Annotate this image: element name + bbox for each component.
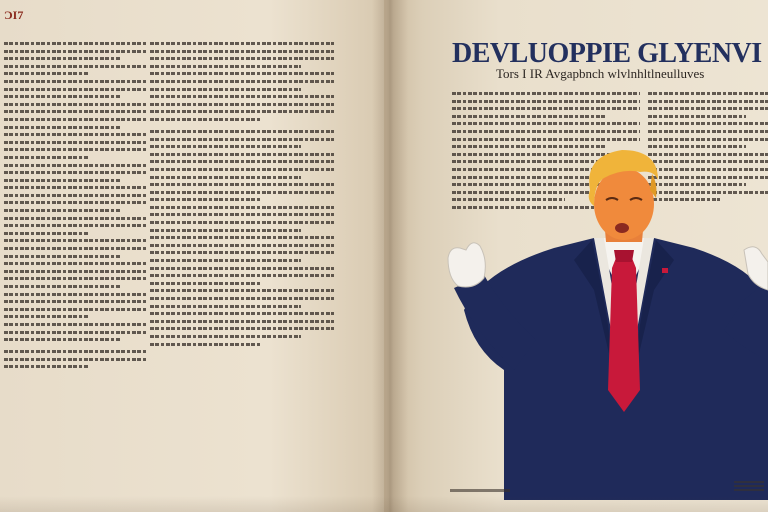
text-line [4, 110, 146, 113]
text-line [4, 194, 146, 197]
flag-pin-icon [662, 268, 668, 273]
text-line [452, 115, 606, 118]
article-subhead: Tors I IR Avgapbnch wlvlnhltlneulluves [496, 66, 705, 81]
text-line [150, 312, 334, 315]
text-line [150, 229, 301, 232]
text-line [4, 358, 146, 361]
text-line [4, 331, 146, 334]
text-line [4, 141, 146, 144]
article-headline: DEVLUOPPIE GLYENVI [452, 38, 762, 69]
text-line [150, 57, 334, 60]
text-line [150, 289, 334, 292]
text-line [4, 315, 89, 318]
politician-illustration [444, 150, 768, 500]
text-line [4, 308, 146, 311]
text-line [648, 107, 768, 110]
text-line [150, 259, 301, 262]
page-bottom-shade [0, 496, 768, 512]
text-line [150, 42, 334, 45]
text-line [4, 103, 146, 106]
book-gutter-shadow [372, 0, 408, 512]
text-line [150, 138, 334, 141]
text-line [4, 270, 146, 273]
text-line [150, 160, 334, 163]
text-line [150, 145, 301, 148]
text-line [452, 138, 640, 141]
text-line [452, 122, 640, 125]
text-line [150, 95, 334, 98]
text-line [4, 42, 146, 45]
text-line [150, 176, 301, 179]
text-line [150, 267, 334, 270]
text-line [4, 247, 146, 250]
text-line [4, 201, 146, 204]
text-line [4, 80, 146, 83]
text-line [150, 320, 334, 323]
text-line [4, 323, 146, 326]
text-line [648, 138, 768, 141]
text-line [4, 232, 89, 235]
text-line [150, 191, 334, 194]
tie-knot [614, 250, 634, 262]
text-line [4, 118, 146, 121]
text-line [4, 285, 120, 288]
left-text-column [4, 42, 146, 373]
text-line [648, 130, 768, 133]
text-line [4, 65, 146, 68]
text-line [4, 217, 146, 220]
text-line [4, 72, 89, 75]
text-line [150, 65, 301, 68]
text-line [648, 92, 768, 95]
text-line [150, 335, 301, 338]
text-line [4, 277, 146, 280]
text-line [4, 300, 146, 303]
text-line [150, 305, 301, 308]
text-line [4, 95, 120, 98]
text-line [4, 88, 146, 91]
left-hand [448, 243, 485, 287]
text-line [150, 198, 260, 201]
open-mouth [615, 223, 629, 233]
text-line [150, 251, 334, 254]
text-line [150, 221, 334, 224]
text-line [452, 130, 640, 133]
text-line [150, 213, 334, 216]
text-line [150, 168, 334, 171]
text-line [4, 179, 120, 182]
page-corner-mark [734, 479, 764, 491]
text-line [4, 224, 146, 227]
text-line [4, 209, 120, 212]
text-line [4, 156, 89, 159]
text-line [4, 171, 146, 174]
text-line [150, 118, 260, 121]
text-line [648, 115, 746, 118]
page-number: ƆI7 [4, 8, 24, 22]
text-line [4, 57, 120, 60]
text-line [4, 148, 146, 151]
text-line [150, 110, 334, 113]
text-line [452, 92, 640, 95]
text-line [4, 239, 146, 242]
text-line [4, 126, 120, 129]
text-line [4, 350, 146, 353]
text-line [150, 343, 260, 346]
text-line [150, 72, 334, 75]
text-line [4, 50, 146, 53]
text-line [150, 282, 260, 285]
text-line [648, 145, 746, 148]
text-line [4, 293, 146, 296]
text-line [150, 103, 334, 106]
text-line [4, 338, 120, 341]
text-line [150, 80, 334, 83]
text-line [150, 327, 334, 330]
text-line [150, 183, 334, 186]
photo-caption [450, 489, 510, 492]
text-line [4, 186, 146, 189]
text-line [452, 100, 640, 103]
text-line [452, 145, 606, 148]
text-line [150, 206, 334, 209]
text-line [648, 100, 768, 103]
text-line [4, 262, 146, 265]
text-line [648, 122, 768, 125]
text-line [150, 297, 334, 300]
text-line [4, 365, 89, 368]
text-line [4, 133, 146, 136]
text-line [4, 164, 146, 167]
text-line [150, 236, 334, 239]
text-line [150, 244, 334, 247]
left-text-column-2 [150, 42, 334, 350]
text-line [150, 88, 301, 91]
red-tie [608, 258, 640, 412]
text-line [150, 153, 334, 156]
text-line [4, 255, 120, 258]
text-line [150, 274, 334, 277]
text-line [150, 130, 334, 133]
text-line [150, 50, 334, 53]
text-line [452, 107, 640, 110]
